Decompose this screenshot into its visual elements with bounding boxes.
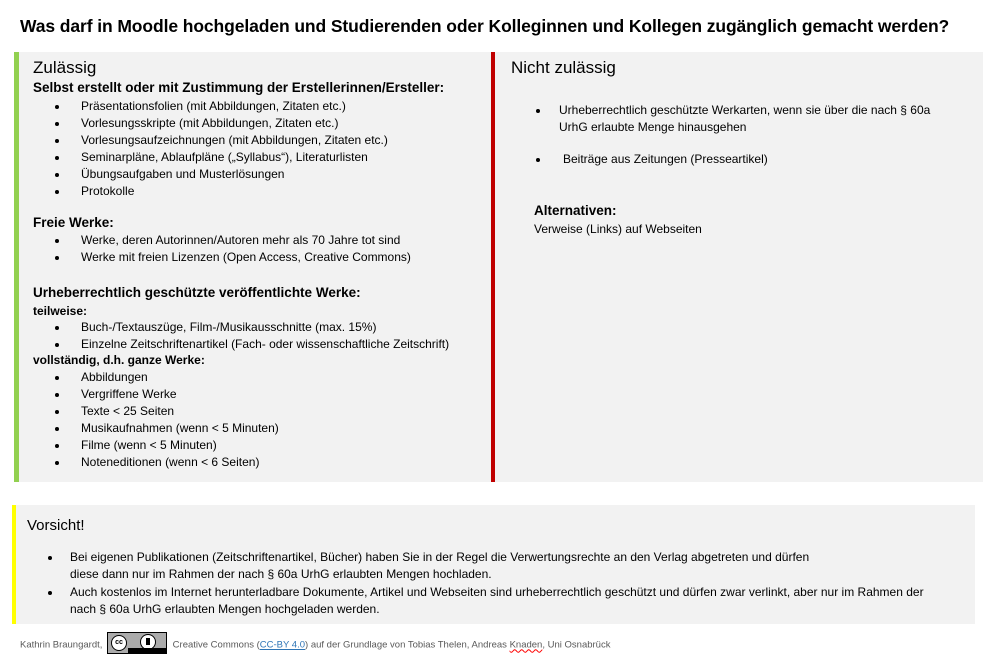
bullet	[48, 556, 52, 560]
list-item: Abbildungen	[33, 369, 279, 386]
basis-end: , Uni Osnabrück	[542, 639, 611, 651]
not-allowed-heading: Nicht zulässig	[511, 58, 616, 77]
bullet	[536, 158, 540, 162]
footer-author: Kathrin Braungardt,	[20, 639, 103, 651]
self-created-list	[33, 98, 388, 200]
list-item: Buch-/Textauszüge, Film-/Musikausschnitte (max. 15%)	[33, 319, 449, 336]
partial-label: teilweise:	[33, 304, 88, 318]
full-list	[33, 369, 279, 471]
list-item: Werke, deren Autorinnen/Autoren mehr als 70 Jahre tot sind	[33, 232, 411, 249]
item-line: diese dann nur im Rahmen der nach § 60a UrhG erlaubten Mengen hochladen.	[70, 567, 492, 581]
caution-panel	[12, 505, 975, 624]
page-title: Was darf in Moodle hochgeladen und Studierenden oder Kolleginnen und Kollegen zugänglich gemacht werden?	[20, 16, 950, 36]
list-item: Präsentationsfolien (mit Abbildungen, Zitaten etc.)	[33, 98, 388, 115]
license-text: Creative Commons (	[172, 639, 260, 651]
cc-by-badge-icon	[107, 632, 167, 654]
license-link[interactable]: CC-BY 4.0	[259, 639, 306, 651]
bullet	[48, 591, 52, 595]
item-line: Bei eigenen Publikationen (Zeitschriftenartikel, Bücher) haben Sie in der Regel die Verwertungsrechte an den Verlag abgetreten und dürfen	[70, 550, 810, 564]
free-works-heading: Freie Werke:	[33, 215, 114, 230]
item-line: nach § 60a UrhG erlaubten Mengen hochgeladen werden.	[70, 602, 380, 616]
copyright-works-heading: Urheberrechtlich geschützte veröffentlichte Werke:	[33, 285, 361, 300]
partial-list	[33, 319, 449, 353]
item-line: UrhG erlaubte Menge hinausgehen	[559, 120, 747, 134]
footer-credits	[20, 636, 610, 654]
caution-heading: Vorsicht!	[27, 517, 85, 534]
basis-text: ) auf der Grundlage von Tobias Thelen, Andreas	[305, 639, 510, 651]
not-allowed-item	[559, 102, 930, 136]
list-item: Texte < 25 Seiten	[33, 403, 279, 420]
list-item: Einzelne Zeitschriftenartikel (Fach- oder wissenschaftliche Zeitschrift)	[33, 336, 449, 353]
self-created-heading: Selbst erstellt oder mit Zustimmung der Erstellerinnen/Ersteller:	[33, 80, 445, 95]
list-item: Noteneditionen (wenn < 6 Seiten)	[33, 454, 279, 471]
allowed-panel	[14, 52, 497, 482]
item-line: Auch kostenlos im Internet herunterladbare Dokumente, Artikel und Webseiten sind urheberrechtlich geschützt und dürfen zwar verlinkt, aber nur im Rahmen der	[70, 585, 924, 599]
not-allowed-item	[563, 151, 768, 168]
alternatives-text: Verweise (Links) auf Webseiten	[534, 222, 702, 236]
list-item: Seminarpläne, Ablaufpläne („Syllabus“), Literaturlisten	[33, 149, 388, 166]
caution-item	[70, 549, 809, 583]
list-item: Übungsaufgaben und Musterlösungen	[33, 166, 388, 183]
item-line: Beiträge aus Zeitungen (Presseartikel)	[563, 152, 768, 166]
allowed-heading: Zulässig	[33, 58, 97, 77]
not-allowed-panel	[491, 52, 983, 482]
badge-strip	[128, 648, 166, 653]
item-line: Urheberrechtlich geschützte Werkarten, wenn sie über die nach § 60a	[559, 103, 931, 117]
list-item: Protokolle	[33, 183, 388, 200]
full-label: vollständig, d.h. ganze Werke:	[33, 353, 205, 367]
list-item: Vergriffene Werke	[33, 386, 279, 403]
bullet	[536, 109, 540, 113]
list-item: Vorlesungsaufzeichnungen (mit Abbildungen, Zitaten etc.)	[33, 132, 388, 149]
basis-name: Knaden	[509, 639, 543, 651]
list-item: Vorlesungsskripte (mit Abbildungen, Zitaten etc.)	[33, 115, 388, 132]
list-item: Filme (wenn < 5 Minuten)	[33, 437, 279, 454]
free-works-list	[33, 232, 411, 266]
list-item: Musikaufnahmen (wenn < 5 Minuten)	[33, 420, 279, 437]
alternatives-heading: Alternativen:	[534, 203, 617, 218]
list-item: Werke mit freien Lizenzen (Open Access, Creative Commons)	[33, 249, 411, 266]
caution-item	[70, 584, 924, 618]
cc-icon: cc	[111, 635, 127, 651]
